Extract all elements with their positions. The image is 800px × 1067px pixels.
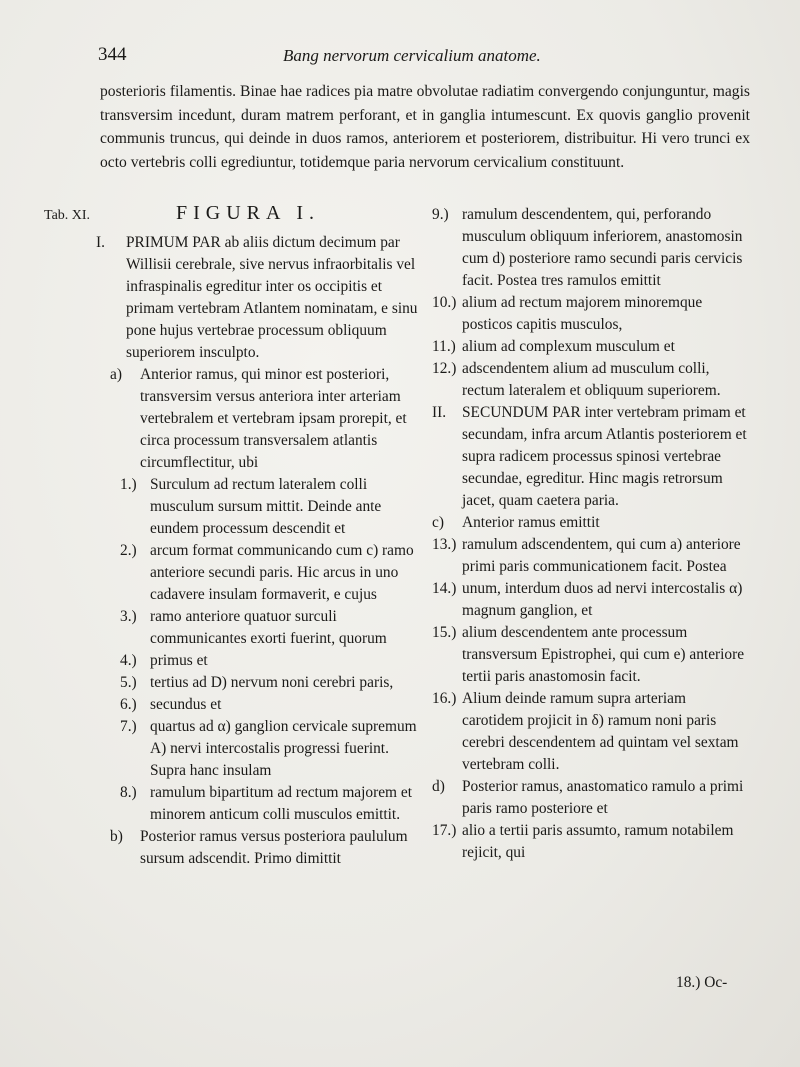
item-number: 14.) bbox=[432, 580, 457, 597]
page-header bbox=[98, 44, 748, 70]
item-number: b) bbox=[110, 828, 123, 845]
running-title: Bang nervorum cervicalium anatome. bbox=[283, 46, 541, 65]
item-text: secundus et bbox=[150, 696, 222, 713]
item-text: Anterior ramus emittit bbox=[462, 514, 600, 531]
item-number: a) bbox=[110, 366, 122, 383]
list-item bbox=[96, 650, 424, 672]
intro-paragraph bbox=[100, 80, 750, 174]
item-number: I. bbox=[96, 234, 105, 251]
item-text: ramulum descendentem, qui, perforando musculum obliquum inferiorem, anastomosin cum d) posteriore ramo secundi paris cervicis facit. Postea tres ramulos emittit bbox=[462, 206, 743, 289]
item-number: d) bbox=[432, 778, 445, 795]
item-text: Surculum ad rectum lateralem colli musculum sursum mittit. Deinde ante eundem processum descendit et bbox=[150, 476, 382, 537]
list-item bbox=[432, 358, 750, 402]
list-item bbox=[96, 364, 424, 474]
item-number: 8.) bbox=[120, 784, 137, 801]
list-item bbox=[432, 534, 750, 578]
margin-note: Tab. XI. bbox=[44, 208, 91, 223]
item-text: ramulum bipartitum ad rectum majorem et minorem anticum colli musculos emittit. bbox=[150, 784, 412, 823]
item-text: primus et bbox=[150, 652, 208, 669]
item-number: 11.) bbox=[432, 338, 456, 355]
list-item bbox=[96, 232, 424, 364]
catchword: 18.) Oc- bbox=[676, 974, 728, 991]
item-number: 15.) bbox=[432, 624, 457, 641]
left-column bbox=[96, 232, 424, 870]
item-number: 2.) bbox=[120, 542, 137, 559]
list-item bbox=[432, 820, 750, 864]
list-item bbox=[432, 776, 750, 820]
list-item bbox=[96, 672, 424, 694]
item-number: c) bbox=[432, 514, 444, 531]
list-item bbox=[96, 716, 424, 782]
item-text: ramo anteriore quatuor surculi communicantes exorti fuerint, quorum bbox=[150, 608, 387, 647]
item-number: 4.) bbox=[120, 652, 137, 669]
item-number: 7.) bbox=[120, 718, 137, 735]
item-text: Posterior ramus, anastomatico ramulo a primi paris ramo posteriore et bbox=[462, 778, 744, 817]
item-text: arcum format communicando cum c) ramo anteriore secundi paris. Hic arcus in uno cadavere insulam formaverit, e cujus bbox=[150, 542, 414, 603]
item-number: II. bbox=[432, 404, 447, 421]
item-number: 6.) bbox=[120, 696, 137, 713]
item-number: 3.) bbox=[120, 608, 137, 625]
item-number: 9.) bbox=[432, 206, 449, 223]
item-text: unum, interdum duos ad nervi intercostalis α) magnum ganglion, et bbox=[462, 580, 743, 619]
list-item bbox=[96, 694, 424, 716]
item-text: Alium deinde ramum supra arteriam carotidem projicit in δ) ramum noni paris cerebri descendentem ad quintam vel sextam vertebram colli. bbox=[462, 690, 739, 773]
item-text: Posterior ramus versus posteriora paululum sursum adscendit. Primo dimittit bbox=[140, 828, 408, 867]
item-text: ramulum adscendentem, qui cum a) anteriore primi paris communicationem facit. Postea bbox=[462, 536, 741, 575]
list-item bbox=[432, 688, 750, 776]
list-item bbox=[432, 204, 750, 292]
list-item bbox=[432, 292, 750, 336]
list-item bbox=[432, 402, 750, 512]
item-text: Anterior ramus, qui minor est posteriori, transversim versus anteriora inter arteriam vertebralem et vertebram ipsam prorepit, et circa processum transversalem atlantis circumflectitur, ubi bbox=[140, 366, 407, 471]
list-item bbox=[432, 578, 750, 622]
item-number: 16.) bbox=[432, 690, 457, 707]
list-item bbox=[96, 782, 424, 826]
list-item bbox=[96, 540, 424, 606]
item-number: 10.) bbox=[432, 294, 457, 311]
item-text: tertius ad D) nervum noni cerebri paris, bbox=[150, 674, 394, 691]
item-number: 13.) bbox=[432, 536, 457, 553]
item-text: quartus ad α) ganglion cervicale supremum A) nervi intercostalis progressi fuerint. Supra hanc insulam bbox=[150, 718, 417, 779]
figure-title: FIGURA I. bbox=[176, 202, 321, 224]
item-text: alium ad rectum majorem minoremque posticos capitis musculos, bbox=[462, 294, 703, 333]
item-text: alium ad complexum musculum et bbox=[462, 338, 675, 355]
list-item bbox=[96, 826, 424, 870]
right-column bbox=[432, 204, 750, 864]
item-text: PRIMUM PAR ab aliis dictum decimum par Willisii cerebrale, sive nervus infraorbitalis vel infraspinalis egreditur inter os occipitis et primam vertebram Atlantem nominatam, e sinu pone hujus vertebrae processum obliquum superiorem insculpto. bbox=[126, 234, 418, 361]
item-text: alium descendentem ante processum transversum Epistrophei, qui cum e) anteriore tertii paris anastomosin facit. bbox=[462, 624, 745, 685]
item-number: 17.) bbox=[432, 822, 457, 839]
item-number: 1.) bbox=[120, 476, 137, 493]
item-text: alio a tertii paris assumto, ramum notabilem rejicit, qui bbox=[462, 822, 734, 861]
intro-text: posterioris filamentis. Binae hae radices pia matre obvolutae radiatim convergendo conjunguntur, magis transversim incedunt, duram matrem perforant, et in ganglia intumescunt. Ex quovis ganglio provenit communis truncus, qui deinde in duos ramos, anteriorem et posteriorem, distribuitur. Hi vero trunci ex octo vertebris colli egrediuntur, totidemque paria nervorum cervicalium constituunt. bbox=[100, 83, 750, 171]
item-text: SECUNDUM PAR inter vertebram primam et secundam, infra arcum Atlantis posteriorem et supra radicem processus spinosi vertebrae secundae, egreditur. Hinc magis retrorsum jacet, quam caetera paria. bbox=[462, 404, 747, 509]
item-text: adscendentem alium ad musculum colli, rectum lateralem et obliquum superiorem. bbox=[462, 360, 721, 399]
list-item bbox=[432, 512, 750, 534]
page-number: 344 bbox=[98, 44, 127, 65]
list-item bbox=[432, 336, 750, 358]
item-number: 5.) bbox=[120, 674, 137, 691]
list-item bbox=[432, 622, 750, 688]
list-item bbox=[96, 606, 424, 650]
list-item bbox=[96, 474, 424, 540]
item-number: 12.) bbox=[432, 360, 457, 377]
